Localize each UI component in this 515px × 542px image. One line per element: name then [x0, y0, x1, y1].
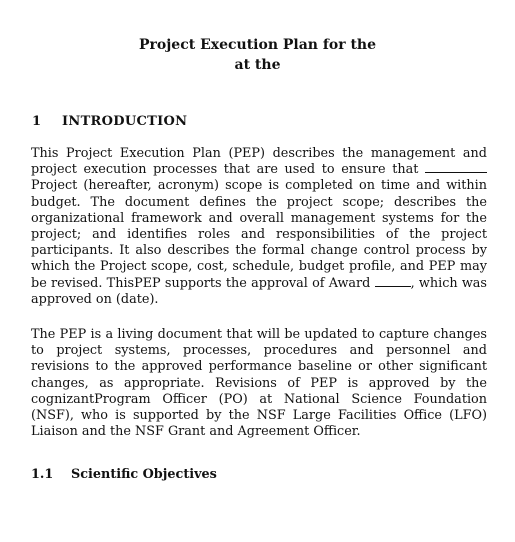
subsection-heading — [31, 466, 217, 484]
paragraph-1-text-a: This Project Execution Plan (PEP) describes the management and project execution processes that are used to ensure that — [31, 146, 487, 178]
subsection-title: Scientific Objectives — [71, 467, 217, 482]
intro-paragraph-1 — [31, 146, 487, 308]
intro-paragraph-2: The PEP is a living document that will be updated to capture changes to project systems, processes, procedures and personnel and revisions to the approved performance baseline or other significant changes, as appropriate. Revisions of PEP is approved by the cognizantProgram Officer (PO) at National Science Foundation (NSF), who is supported by the NSF Large Facilities Office (LFO) Liaison and the NSF Grant and Agreement Officer. — [31, 327, 487, 440]
section-heading — [32, 113, 187, 131]
document-title-line-1: Project Execution Plan for the — [138, 37, 376, 53]
paragraph-1-text-c: , which was approved on (date). — [31, 275, 487, 307]
paragraph-1-text-b: Project (hereafter, acronym) scope is completed on time and within budget. The document defines the project scope; describes the organizational framework and overall management systems for the project; and identifies roles and responsibilities of the project participants. It also describes the formal change control process by which the Project scope, cost, schedule, budget profile, and PEP may be revised. ThisPEP supports the approval of Award — [31, 178, 487, 291]
section-number: 1 — [32, 114, 42, 129]
section-title: INTRODUCTION — [62, 114, 188, 129]
document-title-line-2: at the — [234, 57, 281, 73]
project-name-blank — [425, 171, 487, 173]
subsection-number: 1.1 — [31, 467, 54, 482]
award-number-blank — [375, 285, 411, 287]
